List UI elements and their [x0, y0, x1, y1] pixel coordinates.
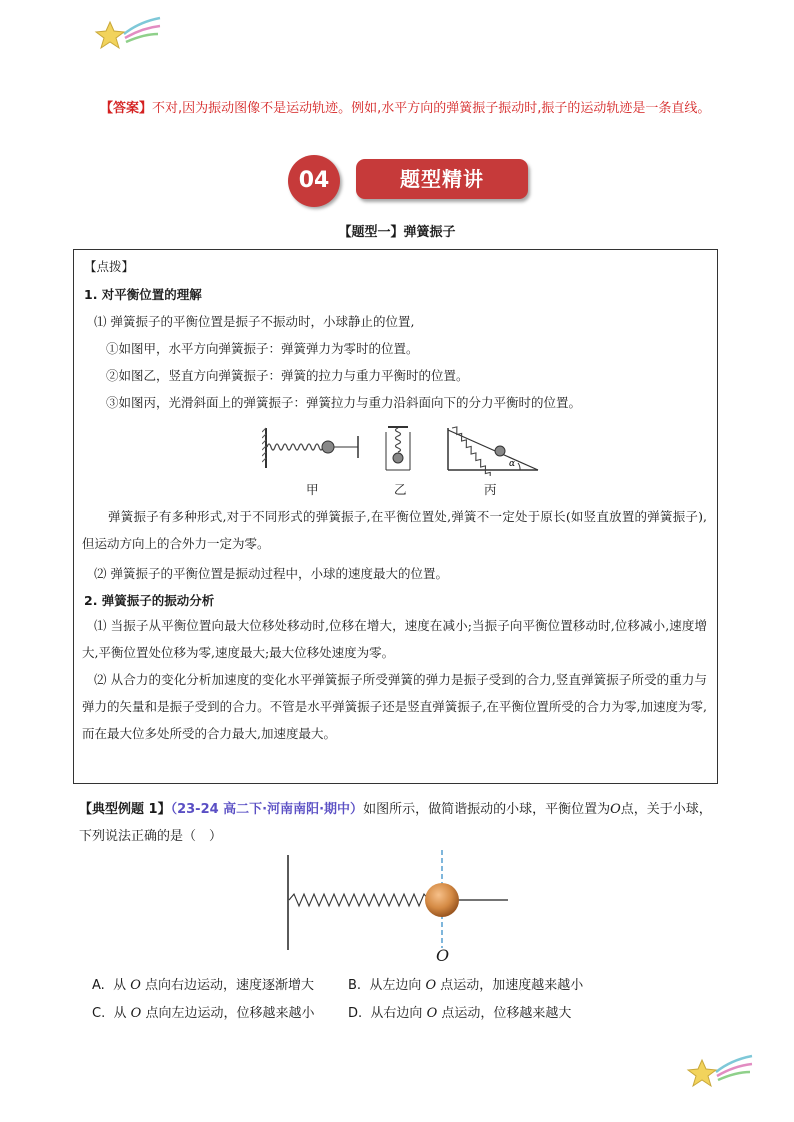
option-c-o: O	[130, 1006, 142, 1021]
option-b-post: 点运动，加速度越来越小	[440, 978, 584, 993]
figure-label-jia: 甲	[306, 482, 319, 497]
tips-p1c: ③如图丙，光滑斜面上的弹簧振子：弹簧拉力与重力沿斜面向下的分力平衡时的位置。	[106, 395, 582, 410]
option-d-o: O	[426, 1006, 438, 1021]
option-c-post: 点向左边运动，位移越来越小	[145, 1006, 315, 1021]
tips-p2: 弹簧振子有多种形式,对于不同形式的弹簧振子,在平衡位置处,弹簧不一定处于原长(如竖直放置的弹簧振子),但运动方向上的合外力一定为零。	[82, 509, 707, 551]
option-c-key: C.	[92, 1006, 106, 1021]
figure-bing	[439, 425, 538, 476]
angle-label: α	[509, 459, 516, 469]
tips-box	[73, 249, 718, 784]
option-d-post: 点运动，位移越来越大	[441, 1006, 572, 1021]
answer-paragraph	[100, 94, 720, 123]
option-d-pre: 从右边向	[370, 1006, 423, 1021]
figure-jia	[262, 428, 358, 468]
tips-p1: ⑴ 弹簧振子的平衡位置是振子不振动时，小球静止的位置,	[94, 314, 415, 329]
option-c-pre: 从	[113, 1006, 127, 1021]
tips-heading-1: 1. 对平衡位置的理解	[84, 287, 202, 302]
option-b-pre: 从左边向	[369, 978, 422, 993]
option-a[interactable]	[92, 974, 314, 993]
example-source: （23-24 高二下·河南南阳·期中）	[170, 802, 364, 817]
star-decoration-icon	[94, 14, 164, 56]
tips-p5: ⑵ 从合力的变化分析加速度的变化水平弹簧振子所受弹簧的弹力是振子受到的合力,竖直弹簧振子所受的重力与弹力的矢量和是振子受到的合力。不管是水平弹簧振子还是竖直弹簧振子,在平衡位置所受的合力为零,加速度为零,而在最大位多处所受的合力最大,加速度最大。	[82, 672, 707, 741]
option-c[interactable]	[92, 1002, 314, 1021]
figure-yi	[386, 427, 410, 470]
tips-p4: ⑴ 当振子从平衡位置向最大位移处移动时,位移在增大，速度在减小;当振子向平衡位置移动时,位移减小,速度增大,平衡位置处位移为零,速度最大;最大位移处速度为零。	[82, 618, 707, 660]
figure-label-yi: 乙	[394, 482, 407, 497]
option-b[interactable]	[348, 974, 583, 993]
option-a-o: O	[130, 978, 141, 993]
tips-p1a: ①如图甲，水平方向弹簧振子：弹簧弹力为零时的位置。	[106, 341, 419, 356]
tips-heading-2: 2. 弹簧振子的振动分析	[84, 593, 215, 608]
example-stem	[79, 796, 719, 850]
option-a-post: 点向右边运动，速度逐渐增大	[145, 978, 315, 993]
oscillator-figure	[280, 850, 520, 965]
section-banner	[286, 153, 536, 211]
section-number: 04	[288, 155, 340, 207]
example-label: 【典型例题 1】	[79, 802, 171, 817]
tips-p1b: ②如图乙，竖直方向弹簧振子：弹簧的拉力与重力平衡时的位置。	[106, 368, 469, 383]
option-a-pre: 从	[113, 978, 127, 993]
option-b-o: O	[425, 978, 437, 993]
example-stem-before: 如图所示，做简谐振动的小球，平衡位置为	[363, 802, 611, 817]
option-d-key: D.	[348, 1006, 363, 1021]
option-d[interactable]	[348, 1002, 571, 1021]
star-decoration-icon	[686, 1052, 756, 1094]
option-b-key: B.	[348, 978, 362, 993]
answer-label: 【答案】	[100, 101, 153, 116]
answer-text: 不对,因为振动图像不是运动轨迹。例如,水平方向的弹簧振子振动时,振子的运动轨迹是一条直线。	[152, 101, 711, 116]
tips-label: 【点拨】	[84, 259, 135, 274]
figure-o-label: O	[436, 946, 450, 965]
section-title: 题型精讲	[356, 159, 528, 199]
oscillator-ball	[425, 883, 459, 917]
type-title: 【题型一】弹簧振子	[338, 225, 456, 240]
figure-label-bing: 丙	[484, 482, 497, 497]
tips-p3: ⑵ 弹簧振子的平衡位置是振动过程中，小球的速度最大的位置。	[94, 566, 448, 581]
option-a-key: A.	[92, 978, 105, 993]
example-stem-after: 点，关于小球，下列说法正确的是（ ）	[79, 802, 712, 844]
example-stem-o: O	[610, 802, 621, 817]
spring-figures	[262, 424, 542, 476]
